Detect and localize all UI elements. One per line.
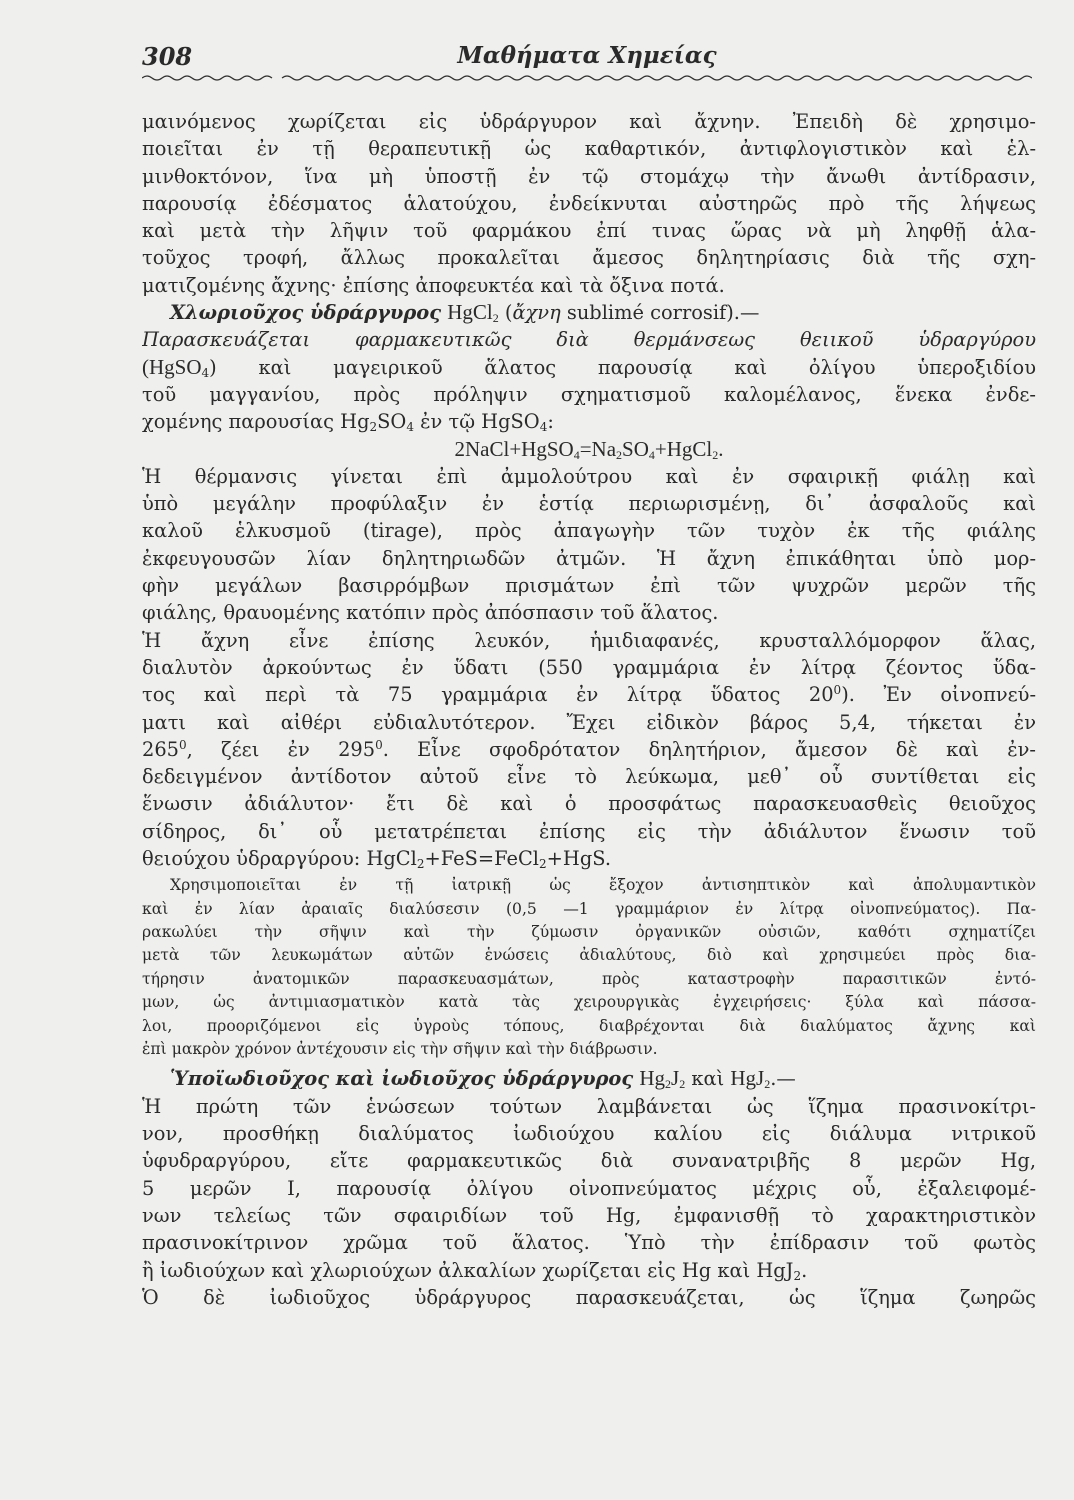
paragraph-iodides	[142, 1093, 1036, 1311]
text-line: ἢ ἰωδιούχων καὶ χλωριούχων ἀλκαλίων χωρίζεται εἰς Hg καὶ HgJ$_2$.	[142, 1258, 808, 1283]
text-line: θειούχου ὑδραργύρου: HgCl$_2$+FeS=FeCl$_2$+HgS.	[142, 847, 611, 872]
text-line: ὑπὸ μεγάλην προφύλαξιν ἐν ἑστίᾳ περιωρισμένῃ, δι᾽ ἀσφαλοῦς καὶ	[142, 492, 1036, 516]
text-line: φὴν μεγάλων βασιρρόμβων πρισμάτων ἐπὶ τῶν ψυχρῶν μερῶν τῆς	[142, 574, 1036, 598]
small-print-paragraph	[142, 872, 1036, 1061]
section-heading: Ὑποϊωδιοῦχος καὶ ἰωδιοῦχος ὑδράργυρος	[170, 1067, 634, 1091]
paragraph-heating	[142, 463, 1036, 627]
small-text-line: ρακωλύει τὴν σῆψιν καὶ τὴν ζύμωσιν ὀργανικῶν οὐσιῶν, καθότι σχηματίζει	[142, 923, 1036, 942]
page-number: 308	[142, 42, 193, 71]
text-line: ματιζομένης ἄχνης· ἐπίσης ἀποφευκτέα καὶ τὰ ὄξινα ποτά.	[142, 273, 725, 297]
text-line: Ἡ πρώτη τῶν ἑνώσεων τούτων λαμβάνεται ὡς ἵζημα πρασινοκίτρι-	[142, 1094, 1036, 1118]
small-text-line: Χρησιμοποιεῖται ἐν τῇ ἰατρικῇ ὡς ἔξοχον ἀντισηπτικὸν καὶ ἀπολυμαντικὸν	[170, 876, 1036, 895]
alias-rest: sublimé corrosif).—	[560, 301, 760, 325]
text-line: Ὁ δὲ ἰωδιοῦχος ὑδράργυρος παρασκευάζεται, ὡς ἵζημα ζωηρῶς	[142, 1285, 1036, 1309]
page-header	[142, 40, 1032, 76]
formula: $Hg_2J_2$	[639, 1066, 686, 1092]
text-line: ματι καὶ αἰθέρι εὐδιαλυτότερον. Ἔχει εἰδικὸν βάρος 5,4, τήκεται ἐν	[142, 710, 1036, 734]
text-line: Ἡ θέρμανσις γίνεται ἐπὶ ἀμμολούτρου καὶ ἐν σφαιρικῇ φιάλῃ καὶ	[142, 464, 1036, 488]
small-text-line: τήρησιν ἀνατομικῶν παρασκευασμάτων, πρὸς καταστροφὴν παρασιτικῶν ἐντό-	[142, 969, 1036, 988]
text-line: 5 μερῶν I, παρουσίᾳ ὀλίγου οἰνοπνεύματος μέχρις οὗ, ἐξαλειφομέ-	[142, 1176, 1036, 1200]
alias-greek: ἄχνη	[512, 301, 561, 325]
text-line: Παρασκευάζεται φαρμακευτικῶς διὰ θερμάνσεως θειικοῦ ὑδραργύρου	[142, 328, 1036, 352]
paragraph-properties	[142, 627, 1036, 873]
formula: HgCl$_2$	[447, 300, 499, 326]
text-line: πρασινοκίτρινον χρῶμα τοῦ ἅλατος. Ὑπὸ τὴν ἐπίδρασιν τοῦ φωτὸς	[142, 1231, 1036, 1255]
paragraph-calomel-continued	[142, 108, 1036, 299]
text-line: $265^0$, ζέει ἐν $295^0$. Εἶνε σφοδρότατον δηλητήριον, ἄμεσον δὲ καὶ ἐν-	[142, 737, 1036, 761]
chemical-equation: $2NaCl+HgSO_4=Na_2SO_4+HgCl_2$.	[454, 436, 724, 462]
text-line: καλοῦ ἑλκυσμοῦ (tirage), πρὸς ἀπαγωγὴν τῶν τυχὸν ἐκ τῆς φιάλης	[142, 519, 1036, 543]
small-text-line: καὶ ἐν λίαν ἀραιαῖς διαλύσεσιν (0,5 —1 γραμμάριον ἐν λίτρᾳ οἰνοπνεύματος). Πα-	[142, 899, 1036, 918]
section-heading: Χλωριοῦχος ὑδράργυρος	[170, 301, 442, 325]
text-line: ἐκφευγουσῶν λίαν δηλητηριωδῶν ἀτμῶν. Ἡ ἄχνη ἐπικάθηται ὑπὸ μορ-	[142, 546, 1036, 570]
paragraph-preparation	[142, 326, 1036, 435]
text-line: ὑφυδραργύρου, εἴτε φαρμακευτικῶς διὰ συνανατριβῆς 8 μερῶν Hg,	[142, 1149, 1036, 1173]
text-line: ποιεῖται ἐν τῇ θεραπευτικῇ ὡς καθαρτικόν, ἀντιφλογιστικὸν καὶ ἑλ-	[142, 137, 1036, 161]
small-text-line: μων, ὡς ἀντιμιασματικὸν κατὰ τὰς χειρουργικὰς ἐγχειρήσεις· ξύλα καὶ πάσσα-	[142, 993, 1036, 1012]
formula: HgJ$_2$	[730, 1066, 771, 1092]
small-text-line: λοι, προοριζόμενοι εἰς ὑγροὺς τόπους, διαβρέχονται διὰ διαλύματος ἄχνης καὶ	[142, 1016, 1036, 1035]
text-line: (HgSO$_4$) καὶ μαγειρικοῦ ἅλατος παρουσίᾳ καὶ ὀλίγου ὑπεροξιδίου	[142, 354, 1036, 380]
text-line: σίδηρος, δι᾽ οὗ μετατρέπεται ἐπίσης εἰς τὴν ἀδιάλυτον ἕνωσιν τοῦ	[142, 819, 1036, 843]
section-heading-mercuric-chloride	[142, 299, 1036, 326]
page-body	[142, 108, 1036, 1311]
text-line: ἕνωσιν ἀδιάλυτον· ἔτι δὲ καὶ ὁ προσφάτως παρασκευασθεὶς θειοῦχος	[142, 792, 1036, 816]
text-line: νων τελείως τῶν σφαιριδίων τοῦ Hg, ἐμφανισθῇ τὸ χαρακτηριστικὸν	[142, 1203, 1036, 1227]
text-line: διαλυτὸν ἀρκούντως ἐν ὕδατι (550 γραμμάρια ἐν λίτρᾳ ζέοντος ὕδα-	[142, 655, 1036, 679]
text-line: νον, προσθήκῃ διαλύματος ἰωδιούχου καλίου εἰς διάλυμα νιτρικοῦ	[142, 1122, 1036, 1146]
text-line: καὶ μετὰ τὴν λῆψιν τοῦ φαρμάκου ἐπί τινας ὥρας νὰ μὴ ληφθῇ ἁλα-	[142, 219, 1036, 243]
alias-open: (	[504, 301, 513, 325]
text-line: φιάλης, θραυομένης κατόπιν πρὸς ἀπόσπασιν τοῦ ἅλατος.	[142, 601, 719, 625]
small-text-line: ἐπὶ μακρὸν χρόνον ἀντέχουσιν εἰς τὴν σῆψιν καὶ τὴν διάβρωσιν.	[142, 1040, 658, 1059]
header-wavy-rule	[142, 74, 1032, 82]
text-line: τος καὶ περὶ τὰ 75 γραμμάρια ἐν λίτρᾳ ὕδατος $20^0$). Ἐν οἰνοπνεύ-	[142, 683, 1036, 707]
small-text-line: μετὰ τῶν λευκωμάτων αὐτῶν ἑνώσεις ἀδιαλύτους, διὸ καὶ χρησιμεύει πρὸς δια-	[142, 946, 1036, 965]
text-line: Ἡ ἄχνη εἶνε ἐπίσης λευκόν, ἡμιδιαφανές, κρυσταλλόμορφον ἅλας,	[142, 628, 1036, 652]
section-heading-mercury-iodides: Ὑποϊωδιοῦχος καὶ ἰωδιοῦχος ὑδράργυρος $Hg_2J_2$ καὶ HgJ$_2$.—	[170, 1066, 796, 1092]
text-line: τοῦ μαγγανίου, πρὸς πρόληψιν σχηματισμοῦ καλομέλανος, ἕνεκα ἐνδε-	[142, 382, 1036, 406]
text-line: δεδειγμένον ἀντίδοτον αὐτοῦ εἶνε τὸ λεύκωμα, μεθ᾽ οὗ συντίθεται εἰς	[142, 765, 1036, 789]
running-title: Μαθήματα Χημείας	[457, 42, 717, 69]
text-line: παρουσίᾳ ἐδέσματος ἁλατούχου, ἐνδείκνυται αὐστηρῶς πρὸ τῆς λήψεως	[142, 191, 1036, 215]
text-line: μινθοκτόνον, ἵνα μὴ ὑποστῇ ἐν τῷ στομάχῳ τὴν ἄνωθι ἀντίδρασιν,	[142, 164, 1036, 188]
text-line: μαινόμενος χωρίζεται εἰς ὑδράργυρον καὶ ἄχνην. Ἐπειδὴ δὲ χρησιμο-	[142, 110, 1036, 133]
text-line: χομένης παρουσίας $Hg_2SO_4$ ἐν τῷ HgSO$_4$:	[142, 410, 554, 435]
text-line: τοῦχος τροφή, ἄλλως προκαλεῖται ἄμεσος δηλητηρίασις διὰ τῆς σχη-	[142, 246, 1036, 270]
